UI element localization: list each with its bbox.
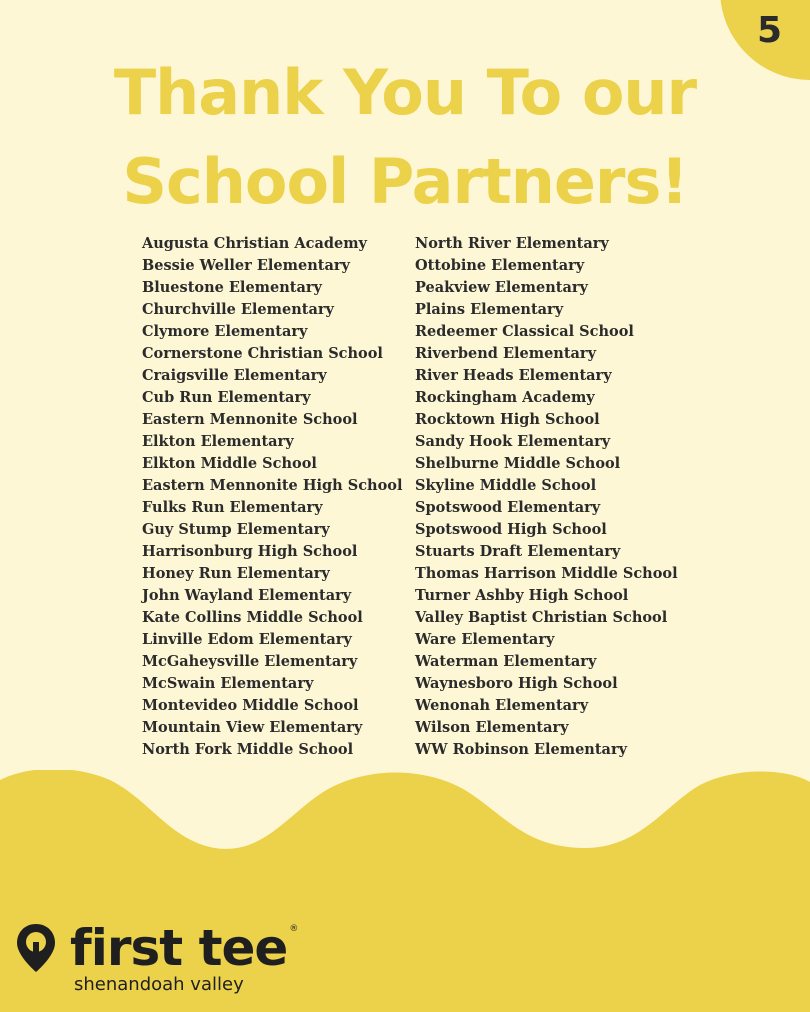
school-list-item: Augusta Christian Academy bbox=[142, 235, 367, 252]
school-list-right bbox=[415, 233, 678, 761]
school-list-left bbox=[142, 233, 402, 761]
school-list-item: Mountain View Elementary bbox=[142, 719, 363, 736]
school-list-item: Cub Run Elementary bbox=[142, 389, 311, 406]
school-list-item: Riverbend Elementary bbox=[415, 345, 596, 362]
school-list-item: North Fork Middle School bbox=[142, 741, 354, 758]
school-list-item: McSwain Elementary bbox=[142, 675, 314, 692]
school-list-item: Wenonah Elementary bbox=[415, 697, 589, 714]
school-list-item: Waterman Elementary bbox=[415, 653, 597, 670]
school-list-item: Turner Ashby High School bbox=[415, 587, 629, 604]
school-list-item: Cornerstone Christian School bbox=[142, 345, 383, 362]
school-list-item: Kate Collins Middle School bbox=[142, 609, 363, 626]
school-list-item: Harrisonburg High School bbox=[142, 543, 358, 560]
school-list-item: Fulks Run Elementary bbox=[142, 499, 323, 516]
logo-subtitle: shenandoah valley bbox=[74, 974, 244, 995]
school-list-item: Honey Run Elementary bbox=[142, 565, 330, 582]
school-list-item: Redeemer Classical School bbox=[415, 323, 634, 340]
school-list-item: River Heads Elementary bbox=[415, 367, 612, 384]
school-list-item: Spotswood High School bbox=[415, 521, 607, 538]
school-list-item: Plains Elementary bbox=[415, 301, 564, 318]
school-list-item: Peakview Elementary bbox=[415, 279, 588, 296]
school-list-item: Montevideo Middle School bbox=[142, 697, 359, 714]
school-list-item: Spotswood Elementary bbox=[415, 499, 601, 516]
page-number: 5 bbox=[756, 10, 782, 51]
school-list-item: Thomas Harrison Middle School bbox=[415, 565, 678, 582]
school-list-item: Ottobine Elementary bbox=[415, 257, 585, 274]
school-list-item: Craigsville Elementary bbox=[142, 367, 327, 384]
school-list-item: WW Robinson Elementary bbox=[415, 741, 628, 758]
logo-brand-text: first tee bbox=[70, 919, 288, 977]
school-list-item: Rocktown High School bbox=[415, 411, 600, 428]
page-title bbox=[0, 48, 810, 226]
title-line-2: School Partners! bbox=[122, 145, 688, 218]
school-list-item: Rockingham Academy bbox=[415, 389, 595, 406]
school-list-item: Ware Elementary bbox=[415, 631, 555, 648]
school-list-item: Skyline Middle School bbox=[415, 477, 597, 494]
school-list-item: Sandy Hook Elementary bbox=[415, 433, 611, 450]
location-pin-icon bbox=[14, 922, 58, 974]
school-list-item: Eastern Mennonite School bbox=[142, 411, 358, 428]
registered-mark: ® bbox=[289, 924, 299, 934]
school-list-item: Bessie Weller Elementary bbox=[142, 257, 350, 274]
school-list-item: Churchville Elementary bbox=[142, 301, 334, 318]
school-list-item: Stuarts Draft Elementary bbox=[415, 543, 621, 560]
school-list-item: Shelburne Middle School bbox=[415, 455, 621, 472]
school-list-item: Waynesboro High School bbox=[415, 675, 618, 692]
school-list-item: Elkton Elementary bbox=[142, 433, 294, 450]
title-line-1: Thank You To our bbox=[113, 56, 697, 129]
school-list-item: Valley Baptist Christian School bbox=[415, 609, 668, 626]
school-list-item: Linville Edom Elementary bbox=[142, 631, 352, 648]
school-list-item: Wilson Elementary bbox=[415, 719, 569, 736]
school-list-item: Guy Stump Elementary bbox=[142, 521, 330, 538]
school-list-item: Clymore Elementary bbox=[142, 323, 308, 340]
school-list-item: Elkton Middle School bbox=[142, 455, 317, 472]
school-list-item: John Wayland Elementary bbox=[142, 587, 352, 604]
school-list-item: North River Elementary bbox=[415, 235, 609, 252]
school-list-item: Eastern Mennonite High School bbox=[142, 477, 403, 494]
school-list-item: McGaheysville Elementary bbox=[142, 653, 358, 670]
school-list-item: Bluestone Elementary bbox=[142, 279, 322, 296]
first-tee-logo bbox=[14, 919, 299, 995]
